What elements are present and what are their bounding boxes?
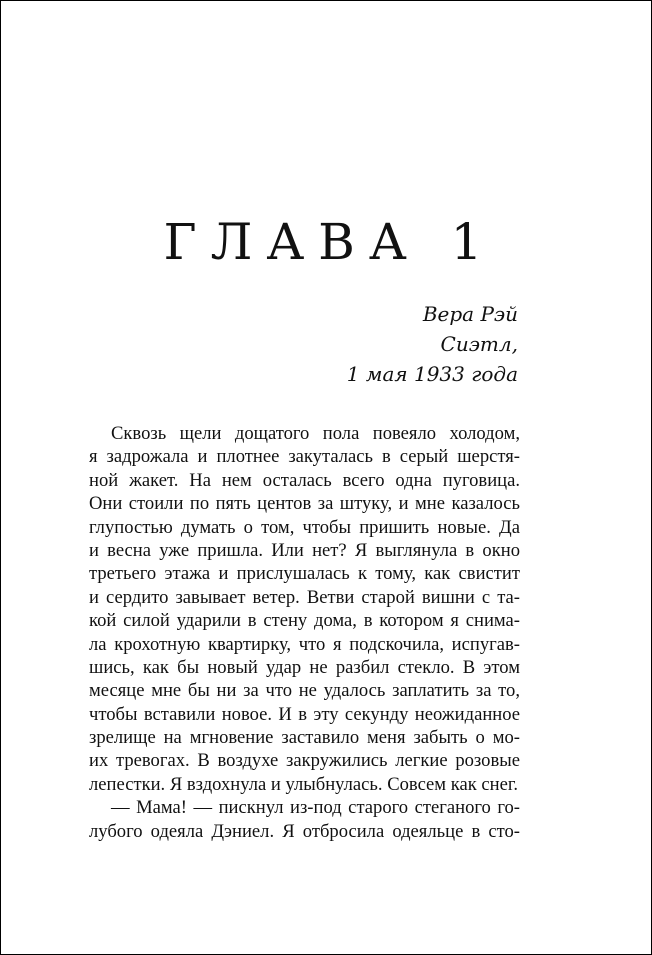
text-line: я задрожала и плотнее закуталась в серый шерстя- [89, 446, 520, 468]
text-line: лепестки. Я вздохнула и улыбнулась. Совсем как снег. [89, 773, 519, 795]
text-line: их тревогах. В воздухе закружились легкие розовые [89, 750, 520, 772]
chapter-title: ГЛАВА 1 [163, 213, 497, 271]
text-line: чтобы вставили новое. И в эту секунду неожиданное [89, 703, 520, 725]
text-line: месяце мне бы ни за что не удалось заплатить за то, [89, 680, 520, 702]
text-line: третьего этажа и прислушалась к тому, как свистит [89, 563, 520, 585]
text-line: — Мама! — пискнул из-под старого стеганого го- [111, 797, 520, 819]
epigraph-place: Сиэтл, [440, 332, 518, 356]
text-line: и сердито завывает ветер. Ветви старой вишни с та- [89, 586, 520, 608]
text-line: Они стоили по пять центов за штуку, и мне казалось [89, 493, 520, 515]
epigraph-name: Вера Рэй [422, 302, 518, 326]
body-text [89, 422, 520, 843]
text-line: зрелище на мгновение заставило меня забыть о мо- [89, 727, 520, 749]
text-line: ла крохотную квартирку, что я подскочила, испугав- [89, 633, 520, 655]
epigraph-date: 1 мая 1933 года [346, 362, 518, 386]
text-line: шись, как бы новый удар не разбил стекло. В этом [89, 656, 520, 678]
text-line: лубого одеяла Дэниел. Я отбросила одеяльце в сто- [89, 820, 520, 842]
epigraph [347, 299, 518, 389]
text-line: Сквозь щели дощатого пола повеяло холодом, [111, 423, 520, 444]
text-line: глупостью думать о том, чтобы пришить новые. Да [89, 516, 520, 538]
text-line: ной жакет. На нем осталась всего одна пуговица. [89, 469, 520, 491]
text-line: кой силой ударили в стену дома, в котором я снима- [89, 610, 520, 632]
text-line: и весна уже пришла. Или нет? Я выглянула в окно [89, 539, 520, 561]
